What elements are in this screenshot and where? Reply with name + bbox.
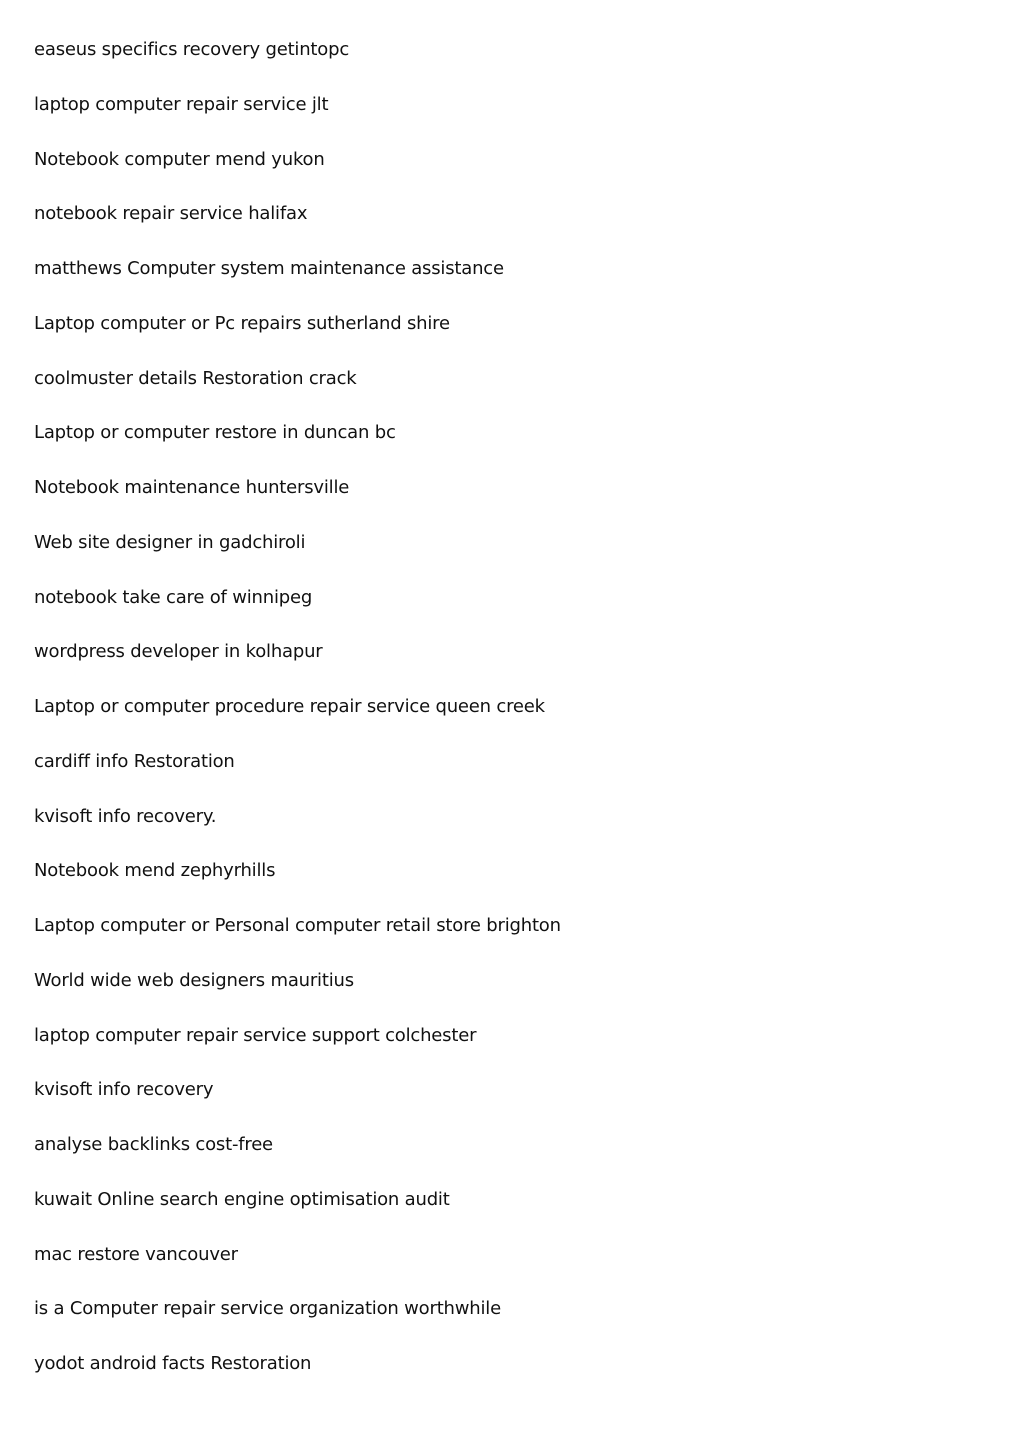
list-item: is a Computer repair service organization worthwhile: [34, 1298, 501, 1320]
list-item: Notebook maintenance huntersville: [34, 477, 350, 498]
list-item: kuwait Online search engine optimisation audit: [34, 1188, 450, 1210]
list-item: coolmuster details Restoration crack: [34, 367, 357, 389]
list-item: Web site designer in gadchiroli: [34, 531, 306, 553]
list-item: laptop computer repair service support colchester: [34, 1024, 477, 1046]
list-item: yodot android facts Restoration: [34, 1353, 312, 1374]
list-item: kvisoft info recovery.: [34, 805, 217, 827]
list-item: mac restore vancouver: [34, 1243, 238, 1265]
list-item: cardiff info Restoration: [34, 750, 235, 772]
list-item: World wide web designers mauritius: [34, 969, 354, 991]
list-item: Laptop computer or Pc repairs sutherland shire: [34, 312, 450, 334]
list-item: Laptop computer or Personal computer retail store brighton: [34, 915, 561, 936]
list-item: Notebook mend zephyrhills: [34, 860, 276, 882]
list-item: matthews Computer system maintenance assistance: [34, 258, 504, 279]
list-item: wordpress developer in kolhapur: [34, 641, 323, 663]
text-list: [34, 38, 1024, 1407]
list-item: Laptop or computer restore in duncan bc: [34, 422, 396, 444]
list-item: Laptop or computer procedure repair service queen creek: [34, 696, 545, 717]
list-item: easeus specifics recovery getintopc: [34, 39, 350, 60]
list-item: Notebook computer mend yukon: [34, 148, 325, 170]
list-item: kvisoft info recovery: [34, 1079, 214, 1101]
list-item: notebook take care of winnipeg: [34, 586, 313, 608]
list-item: notebook repair service halifax: [34, 203, 308, 225]
list-item: laptop computer repair service jlt: [34, 93, 329, 115]
list-item: analyse backlinks cost-free: [34, 1134, 273, 1155]
